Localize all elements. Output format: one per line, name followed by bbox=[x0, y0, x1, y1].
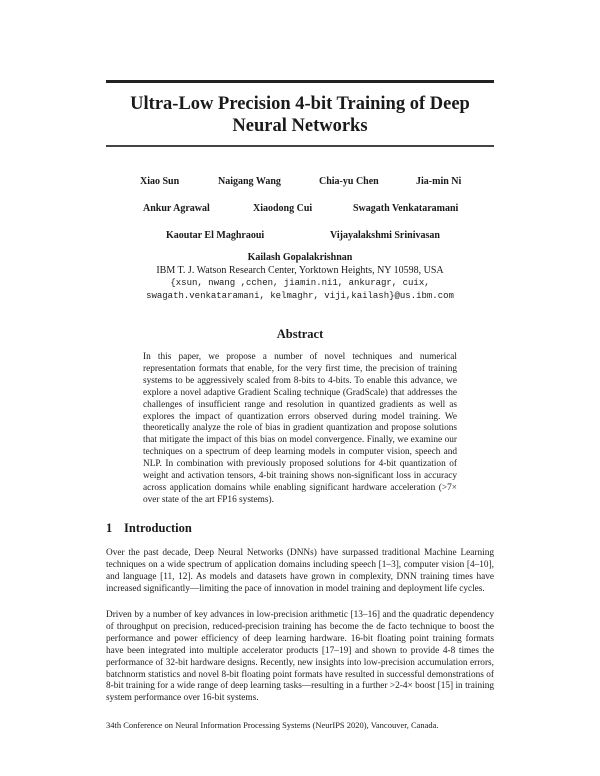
title-rule-top bbox=[106, 80, 494, 83]
lead-author-name: Kailash Gopalakrishnan bbox=[247, 252, 353, 263]
body-paragraph: Driven by a number of key advances in low-precision arithmetic [13–16] and the quadratic dependency of throughput on precision, reduced-precision training has become the de facto technique to boost the performance and power efficiency of deep learning hardware. 16-bit floating point training formats have been integrated into multiple accelerator products [17–19] and shown to provide 4-8 times the performance of 32-bit hardware designs. Recently, new insights into low-precision accumulation errors, batchnorm statistics and novel 8-bit floating point formats have resulted in successful demonstrations of 8-bit training for a wide range of deep learning tasks—resulting in a further >2-4× boost [15] in training system performance over 16-bit systems. bbox=[106, 610, 494, 704]
author-name: Xiaodong Cui bbox=[253, 203, 313, 214]
author-name: Jia-min Ni bbox=[416, 176, 462, 187]
author-name: Naigang Wang bbox=[218, 176, 281, 187]
author-emails-line2: swagath.venkataramani, kelmaghr, viji,kailash}@us.ibm.com bbox=[146, 291, 454, 301]
author-name: Ankur Agrawal bbox=[143, 203, 210, 214]
section-number: 1 bbox=[106, 521, 113, 535]
author-emails-line1: {xsun, nwang ,cchen, jiamin.ni1, ankuragr, cuix, bbox=[170, 278, 430, 288]
author-name: Xiao Sun bbox=[140, 176, 180, 187]
conference-footnote: 34th Conference on Neural Information Processing Systems (NeurIPS 2020), Vancouver, Canada. bbox=[106, 720, 439, 730]
body-paragraph: Over the past decade, Deep Neural Networks (DNNs) have surpassed traditional Machine Learning techniques on a wide spectrum of application domains including speech [1–3], computer vision [4–10], and language [11, 12]. As models and datasets have grown in complexity, DNN training times have increased significantly—limiting the pace of innovation in model training and deployment life cycles. bbox=[106, 548, 494, 594]
title-rule-bottom bbox=[106, 145, 494, 147]
author-name: Swagath Venkataramani bbox=[353, 203, 459, 214]
author-name: Vijayalakshmi Srinivasan bbox=[330, 230, 440, 241]
section-title: Introduction bbox=[124, 521, 192, 535]
abstract-text: In this paper, we propose a number of novel techniques and numerical representation formats that enable, for the very first time, the precision of training systems to be aggressively scaled from 8-bits to 4-bits. To enable this advance, we explore a novel adaptive Gradient Scaling technique (GradScale) that addresses the challenges of insufficient range and resolution in quantized gradients as well as explores the impact of quantization errors observed during model training. We theoretically analyze the role of bias in gradient quantization and propose solutions that mitigate the impact of this bias on model convergence. Finally, we examine our techniques on a spectrum of deep learning models in computer vision, speech and NLP. In combination with previously proposed solutions for 4-bit quantization of weight and activation tensors, 4-bit training shows non-significant loss in accuracy across application domains while enabling significant hardware acceleration (>7× over state of the art FP16 systems). bbox=[143, 352, 457, 505]
author-name: Kaoutar El Maghraoui bbox=[166, 230, 265, 241]
section-heading-introduction bbox=[106, 521, 192, 536]
affiliation-institution: IBM T. J. Watson Research Center, Yorktown Heights, NY 10598, USA bbox=[156, 265, 444, 276]
abstract-heading: Abstract bbox=[276, 327, 324, 341]
paper-title: Ultra-Low Precision 4-bit Training of Deep Neural Networks bbox=[130, 94, 470, 136]
author-name: Chia-yu Chen bbox=[319, 176, 379, 187]
